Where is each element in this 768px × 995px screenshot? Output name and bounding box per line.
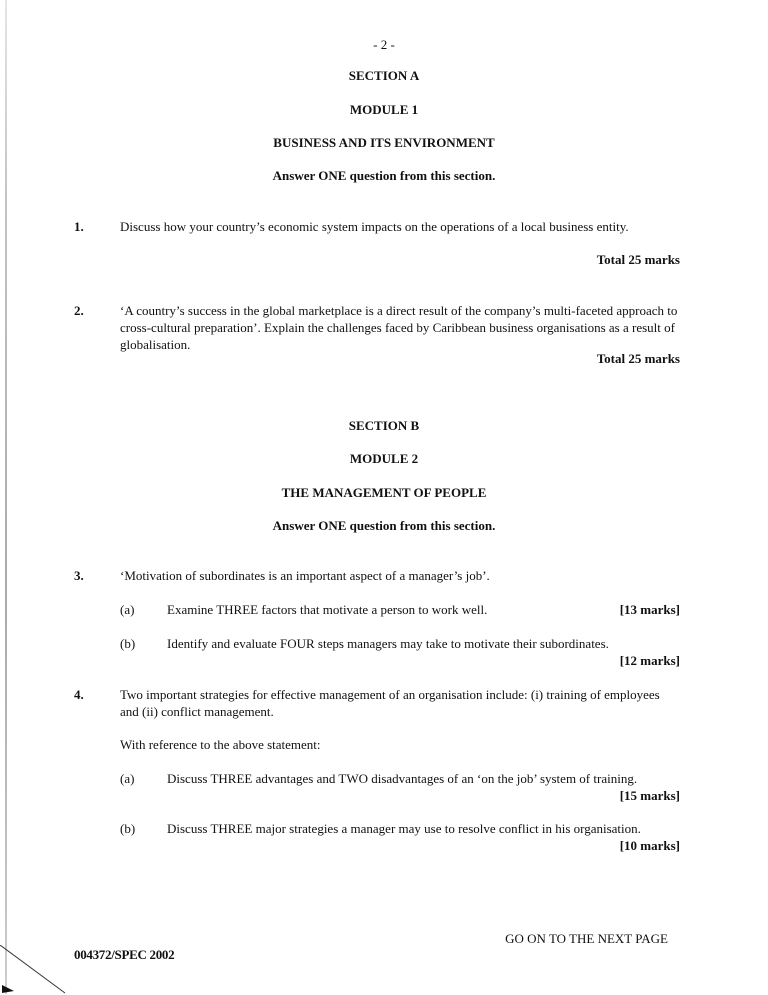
question-4-reference: With reference to the above statement: bbox=[120, 737, 321, 752]
question-3b-label: (b) bbox=[120, 636, 136, 651]
section-a-instruction: Answer ONE question from this section. bbox=[272, 168, 496, 183]
section-a-heading: SECTION A bbox=[348, 68, 420, 83]
question-1-text: Discuss how your country’s economic system impacts on the operations of a local business entity. bbox=[120, 219, 629, 234]
question-4a-label: (a) bbox=[120, 771, 135, 786]
question-2-number: 2. bbox=[74, 303, 84, 318]
question-4a-text: Discuss THREE advantages and TWO disadvantages of an ‘on the job’ system of training. bbox=[167, 771, 638, 786]
module-2-heading: MODULE 2 bbox=[349, 451, 419, 466]
question-3-text: ‘Motivation of subordinates is an important aspect of a manager’s job’. bbox=[120, 568, 490, 583]
question-3a-label: (a) bbox=[120, 602, 135, 617]
question-3-number: 3. bbox=[74, 568, 84, 583]
question-4a-marks: [15 marks] bbox=[619, 788, 680, 803]
question-4-number: 4. bbox=[74, 687, 84, 702]
module-1-title: BUSINESS AND ITS ENVIRONMENT bbox=[273, 135, 495, 150]
scan-corner-mark bbox=[0, 945, 70, 995]
question-3a-text: Examine THREE factors that motivate a person to work well. bbox=[167, 602, 488, 617]
module-2-title: THE MANAGEMENT OF PEOPLE bbox=[281, 485, 487, 500]
section-b-heading: SECTION B bbox=[348, 418, 420, 433]
question-1-number: 1. bbox=[74, 219, 84, 234]
question-2-total: Total 25 marks bbox=[596, 351, 680, 366]
section-b-instruction: Answer ONE question from this section. bbox=[272, 518, 496, 533]
question-4b-label: (b) bbox=[120, 821, 136, 836]
question-3b-marks: [12 marks] bbox=[619, 653, 680, 668]
question-4-text: Two important strategies for effective management of an organisation include: (i) training of employees and (ii) conflict management. bbox=[120, 687, 660, 719]
page-number: - 2 - bbox=[373, 37, 395, 52]
question-3a-marks: [13 marks] bbox=[619, 602, 680, 617]
paper-code: 004372/SPEC 2002 bbox=[74, 947, 175, 962]
question-3b-text: Identify and evaluate FOUR steps managers may take to motivate their subordinates. bbox=[167, 636, 609, 651]
question-4b-text: Discuss THREE major strategies a manager may use to resolve conflict in his organisation. bbox=[167, 821, 641, 836]
module-1-heading: MODULE 1 bbox=[349, 102, 419, 117]
question-1-total: Total 25 marks bbox=[596, 252, 680, 267]
question-2-text: ‘A country’s success in the global marketplace is a direct result of the company’s multi-faceted approach to cross-cultural preparation’. Explain the challenges faced by Caribbean business organisations as a result of globalisation. bbox=[120, 303, 678, 352]
question-4b-marks: [10 marks] bbox=[619, 838, 680, 853]
next-page-note: GO ON TO THE NEXT PAGE bbox=[505, 931, 668, 946]
